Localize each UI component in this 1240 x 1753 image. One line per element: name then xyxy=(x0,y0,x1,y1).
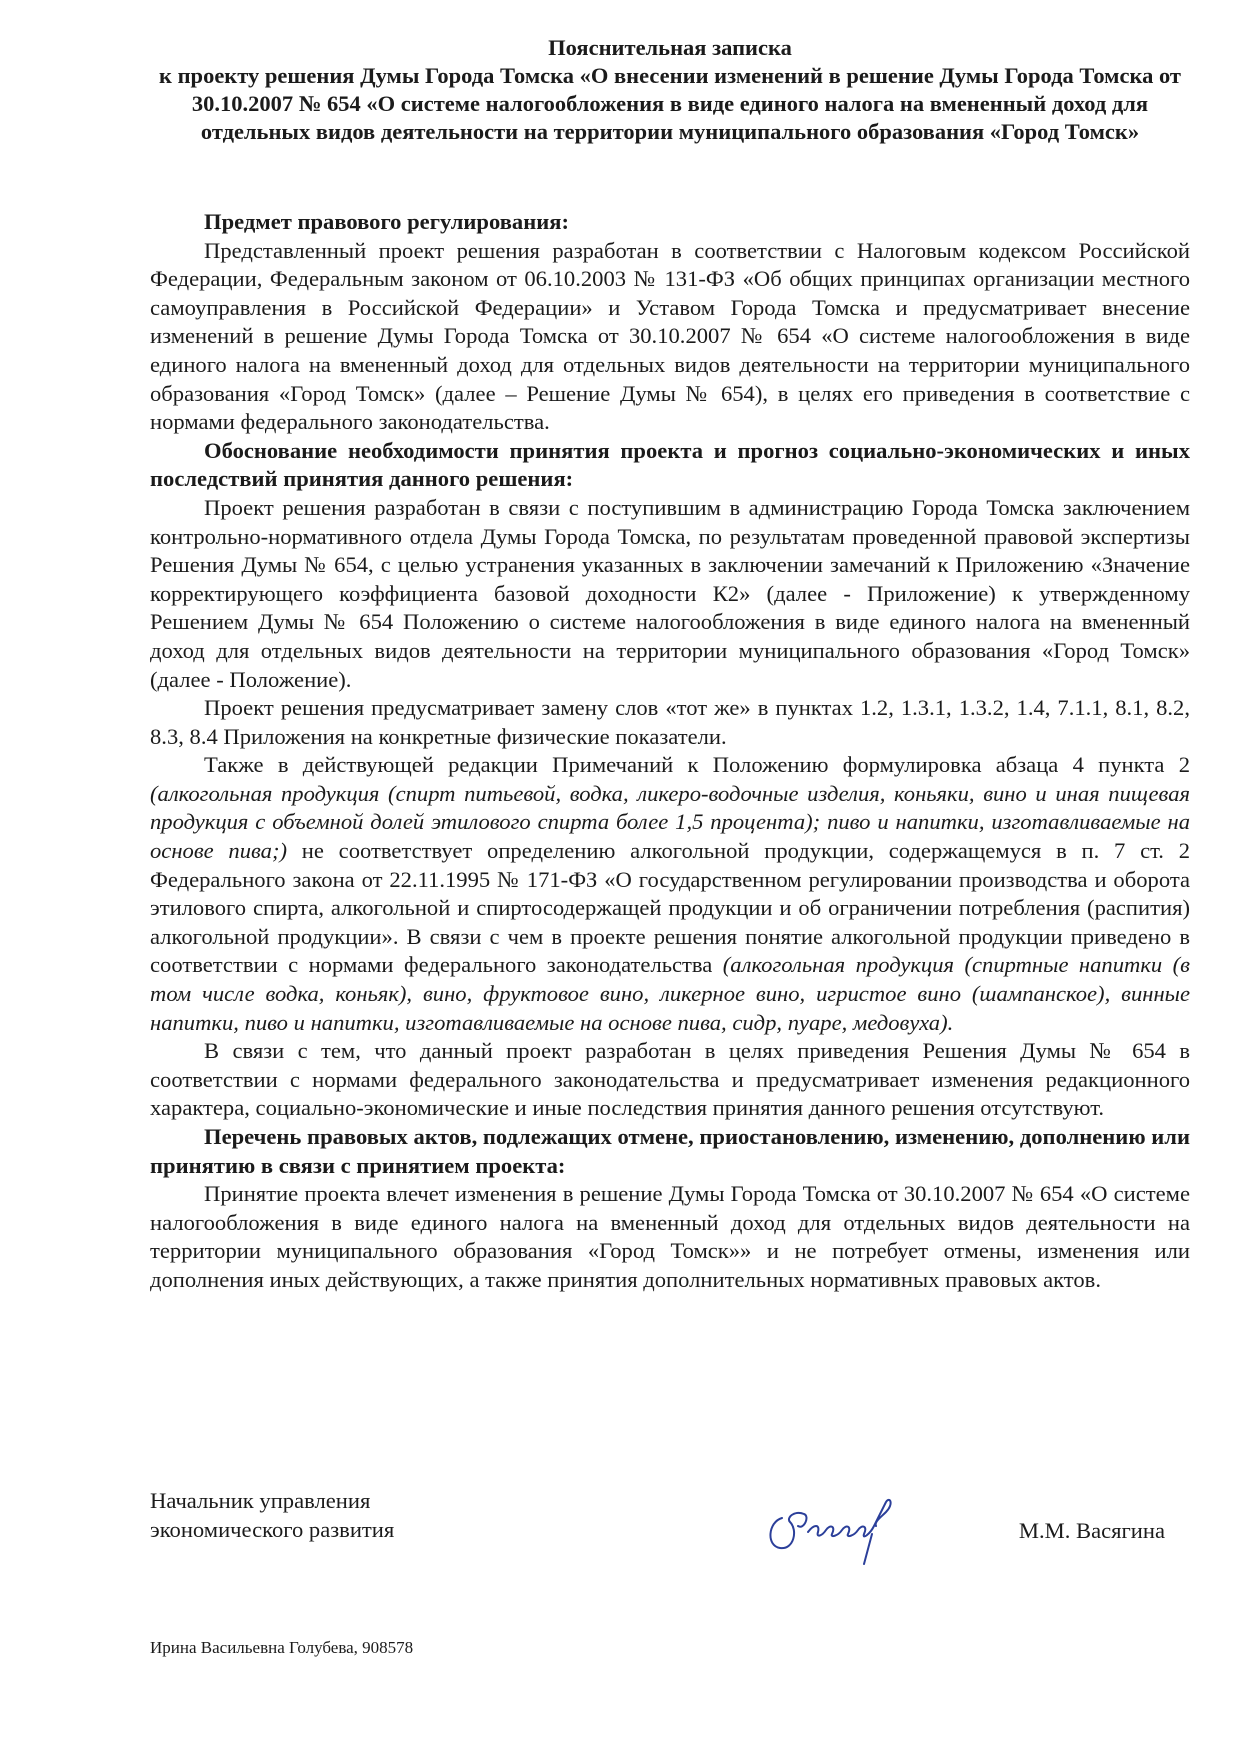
paragraph-justification-4: В связи с тем, что данный проект разработан в целях приведения Решения Думы № 654 в соответствии с нормами федерального законодательства и предусматривает изменения редакционного характера, социально-экономические и иные последствия принятия данного решения отсутствуют. xyxy=(150,1038,1190,1121)
position-line-1: Начальник управления xyxy=(150,1488,371,1513)
paragraph-subject: Представленный проект решения разработан в соответствии с Налоговым кодексом Российской Федерации, Федеральным законом от 06.10.2003 № 131-ФЗ «Об общих принципах организации местного самоуправления в Российской Федерации» и Уставом Города Томска и предусматривает внесение изменений в решение Думы Города Томска от 30.10.2007 № 654 «О системе налогообложения в виде единого налога на вмененный доход для отдельных видов деятельности на территории муниципального образования «Город Томск» (далее – Решение Думы № 654), в целях его приведения в соответствие с нормами федерального законодательства. xyxy=(150,237,1190,435)
paragraph-text: Также в действующей редакции Примечаний к Положению формулировка абзаца 4 пункта 2 xyxy=(204,752,1190,778)
section-heading-acts-list: Перечень правовых актов, подлежащих отмене, приостановлению, изменению, дополнению или принятию в связи с принятием проекта: xyxy=(150,1124,1190,1178)
document-body xyxy=(150,208,1190,1295)
italic-quote-old-definition: (алкогольная продукция (спирт питьевой, водка, ликеро-водочные изделия, коньяки, вино и иная пищевая продукция с объемной долей этилового спирта более 1,5 процента); пиво и напитки, изготавливаемые на основе пива;) xyxy=(150,780,1190,864)
signatory-position xyxy=(150,1486,510,1544)
document-title: Пояснительная записка xyxy=(548,35,792,60)
handwritten-signature xyxy=(760,1486,930,1566)
paragraph-text: не соответствует определению алкогольной продукции, содержащемуся в п. 7 ст. 2 Федерального закона от 22.11.1995 № 171-ФЗ «О государственном регулировании производства и оборота этилового спирта, алкогольной и спиртосодержащей продукции и об ограничении потребления (распития) алкогольной продукции». В связи с чем в проекте решения понятие алкогольной продукции приведено в соответствии с нормами федерального законодательства xyxy=(150,838,1190,978)
document-subtitle: к проекту решения Думы Города Томска «О внесении изменений в решение Думы Города Томска от 30.10.2007 № 654 «О системе налогообложения в виде единого налога на вмененный доход для отдельных видов деятельности на территории муниципального образования «Город Томск» xyxy=(159,63,1181,144)
signature-block xyxy=(150,1486,1190,1576)
section-heading-subject: Предмет правового регулирования: xyxy=(204,209,569,234)
paragraph-justification-3 xyxy=(150,751,1190,1037)
italic-quote-new-definition: (алкогольная продукция (спиртные напитки (в том числе водка, коньяк), вино, фруктовое вино, ликерное вино, игристое вино (шампанское), винные напитки, пиво и напитки, изготавливаемые на основе пива, сидр, пуаре, медовуха). xyxy=(150,952,1190,1035)
document-header xyxy=(150,34,1190,146)
signatory-name: М.М. Васягина xyxy=(1018,1518,1165,1543)
paragraph-acts-list: Принятие проекта влечет изменения в решение Думы Города Томска от 30.10.2007 № 654 «О системе налогообложения в виде единого налога на вмененный доход для отдельных видов деятельности на территории муниципального образования «Город Томск»» и не потребует отмены, изменения или дополнения иных действующих, а также принятия дополнительных нормативных правовых актов. xyxy=(150,1181,1190,1292)
paragraph-justification-2: Проект решения предусматривает замену слов «тот же» в пунктах 1.2, 1.3.1, 1.3.2, 1.4, 7.1.1, 8.1, 8.2, 8.3, 8.4 Приложения на конкретные физические показатели. xyxy=(150,695,1190,749)
contact-footer: Ирина Васильевна Голубева, 908578 xyxy=(150,1638,414,1657)
section-heading-justification: Обоснование необходимости принятия проекта и прогноз социально-экономических и иных последствий принятия данного решения: xyxy=(150,437,1190,492)
paragraph-justification-1: Проект решения разработан в связи с поступившим в администрацию Города Томска заключением контрольно-нормативного отдела Думы Города Томска, по результатам проведенной правовой экспертизы Решения Думы № 654, с целью устранения указанных в заключении замечаний к Приложению «Значение корректирующего коэффициента базовой доходности К2» (далее - Приложение) к утвержденному Решением Думы № 654 Положению о системе налогообложения в виде единого налога на вмененный доход для отдельных видов деятельности на территории муниципального образования «Город Томск» (далее - Положение). xyxy=(150,494,1190,692)
position-line-2: экономического развития xyxy=(150,1517,395,1542)
